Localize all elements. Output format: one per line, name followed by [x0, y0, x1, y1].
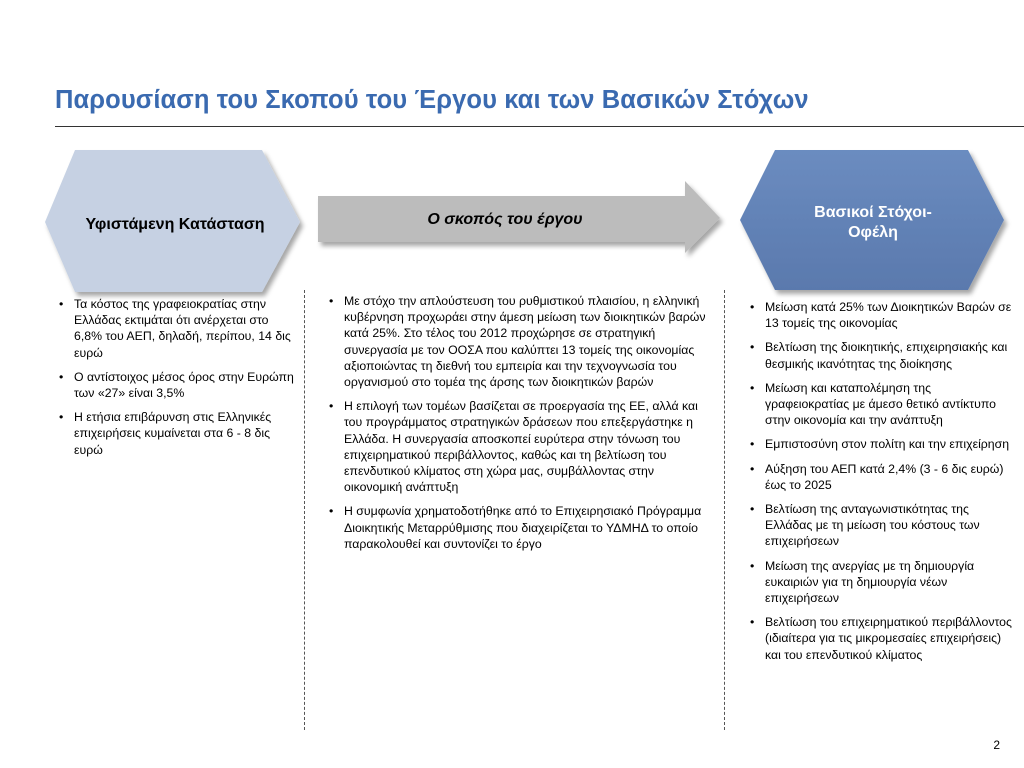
- list-item: • Μείωση κατά 25% των Διοικητικών Βαρών σε 13 τομείς της οικονομίας: [748, 299, 1012, 331]
- list-item: • Αύξηση του ΑΕΠ κατά 2,4% (3 - 6 δις ευρώ) έως το 2025: [748, 461, 1012, 493]
- column-divider: [304, 290, 305, 730]
- list-item: • Η ετήσια επιβάρυνση στις Ελληνικές επιχειρήσεις κυμαίνεται στα 6 - 8 δις ευρώ: [57, 409, 297, 458]
- list-item: • Με στόχο την απλούστευση του ρυθμιστικού πλαισίου, η ελληνική κυβέρνηση προχωράει στην άμεση μείωση των διοικητικών βαρών κατά 25%. Στο τέλος του 2012 προχώρησε σε στρατηγική συνεργασία με τον ΟΟΣΑ που καλύπτει 13 τομείς της οικονομίας αξιοποιώντας τη διεθνή του εμπειρία και την τεχνογνωσία του οργανισμού στο τομέα της άρσης των διοικητικών βαρών: [327, 293, 707, 390]
- current-state-label: Υφιστάμενη Κατάσταση: [85, 216, 265, 233]
- list-item: • Βελτίωση της διοικητικής, επιχειρησιακής και θεσμικής ικανότητας της διοίκησης: [748, 339, 1012, 371]
- list-item: • Η επιλογή των τομέων βασίζεται σε προεργασία της ΕΕ, αλλά και του προγράμματος στρατηγικών δράσεων που επεξεργάστηκε η Ελλάδα. Η συνεργασία αποσκοπεί ευρύτερα στην τόνωση του επιχειρηματικού περιβάλλοντος, καθώς και τη βελτίωση του επενδυτικού κλίματος στη χώρα μας, συμβάλλοντας στην οικονομική ανάπτυξη: [327, 398, 707, 495]
- key-goals-column: [748, 299, 1012, 671]
- current-state-column: [57, 296, 297, 466]
- list-item: • Βελτίωση της ανταγωνιστικότητας της Ελλάδας με τη μείωση του κόστους των επιχειρήσεων: [748, 501, 1012, 550]
- list-item: • Η συμφωνία χρηματοδοτήθηκε από το Επιχειρησιακό Πρόγραμμα Διοικητικής Μεταρρύθμισης που διαχειρίζεται το ΥΔΜΗΔ το οποίο παρακολουθεί και συντονίζει το έργο: [327, 503, 707, 552]
- column-divider: [724, 290, 725, 730]
- page-number: 2: [993, 738, 1000, 752]
- slide-title: Παρουσίαση του Σκοπού του Έργου και των Βασικών Στόχων: [55, 86, 809, 114]
- project-purpose-label: Ο σκοπός του έργου: [427, 211, 583, 228]
- list-item: • Ο αντίστοιχος μέσος όρος στην Ευρώπη των «27» είναι 3,5%: [57, 369, 297, 401]
- project-purpose-column: [327, 293, 707, 560]
- list-item: • Μείωση και καταπολέμηση της γραφειοκρατίας με άμεσο θετικό αντίκτυπο στην οικονομία και την ανάπτυξη: [748, 380, 1012, 429]
- list-item: • Τα κόστος της γραφειοκρατίας στην Ελλάδας εκτιμάται ότι ανέρχεται στο 6,8% του ΑΕΠ, δηλαδή, περίπου, 14 δις ευρώ: [57, 296, 297, 361]
- list-item: • Εμπιστοσύνη στον πολίτη και την επιχείρηση: [748, 436, 1012, 452]
- list-item: • Μείωση της ανεργίας με τη δημιουργία ευκαιριών για τη δημιουργία νέων επιχειρήσεων: [748, 558, 1012, 607]
- list-item: • Βελτίωση του επιχειρηματικού περιβάλλοντος (ιδιαίτερα για τις μικρομεσαίες επιχειρήσεις) και του επενδυτικού κλίματος: [748, 614, 1012, 663]
- key-goals-label: Βασικοί Στόχοι- Οφέλη: [814, 204, 932, 241]
